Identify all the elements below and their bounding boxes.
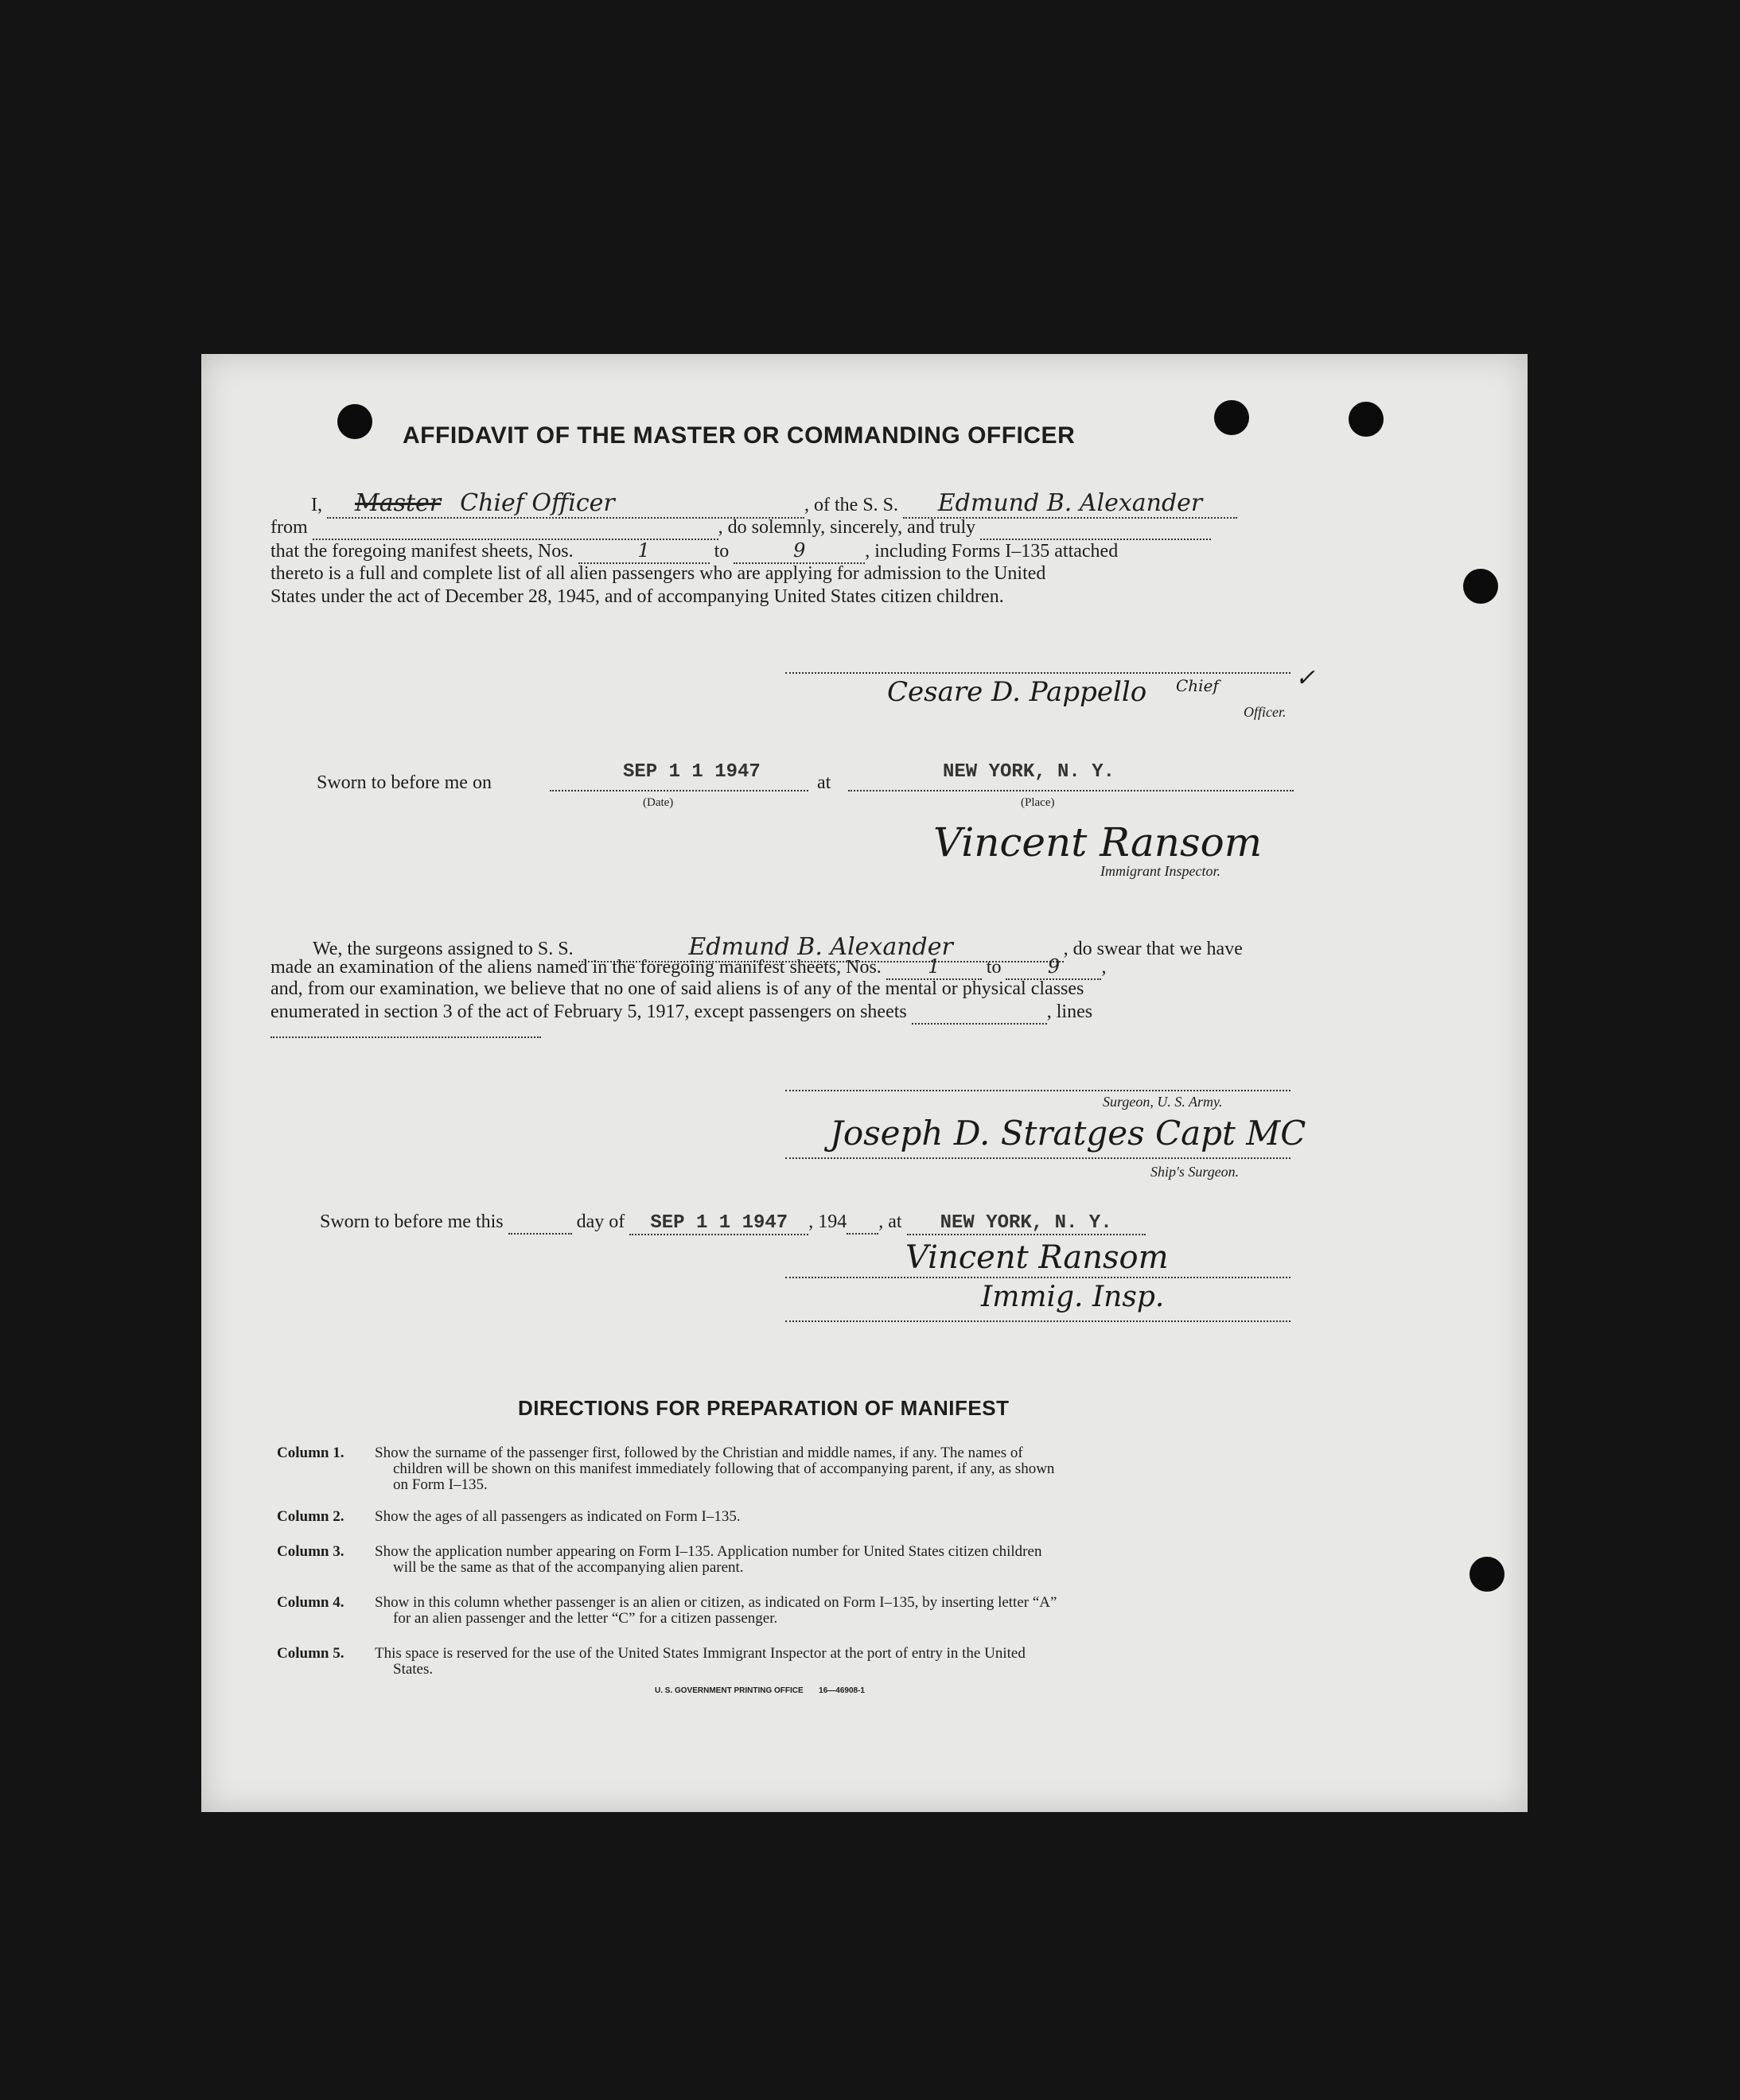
punch-hole — [1349, 402, 1384, 437]
manifest-sheets-text: that the foregoing manifest sheets, Nos. — [271, 541, 574, 562]
sworn2-date-stamp: SEP 1 1 1947 — [650, 1212, 788, 1234]
column-label: Column 2. — [277, 1508, 344, 1525]
printing-office-footer — [655, 1686, 865, 1695]
sworn2-month-field — [629, 1211, 808, 1235]
master-signature-line — [785, 672, 1290, 674]
master-line-4: thereto is a full and complete list of all alien passengers who are applying for admission to the United — [271, 563, 1046, 584]
column-label: Column 5. — [277, 1645, 344, 1662]
sworn2-place-stamp: NEW YORK, N. Y. — [940, 1212, 1112, 1234]
column-label: Column 1. — [277, 1445, 344, 1461]
check-mark-icon: ✓ — [1295, 664, 1316, 692]
surgeons-ship-value: Edmund B. Alexander — [688, 933, 953, 961]
punch-hole — [337, 404, 372, 439]
ship-name-value: Edmund B. Alexander — [937, 489, 1203, 517]
officer-title-value: Chief Officer — [460, 489, 615, 517]
sworn2-signature: Vincent Ransom — [905, 1239, 1169, 1276]
year-prefix: , 194 — [808, 1211, 847, 1232]
year-field — [847, 1211, 878, 1235]
direction-text: will be the same as that of the accompanying alien parent. — [393, 1559, 744, 1576]
struck-master-word: Master — [355, 489, 442, 517]
sheet-from-value: 1 — [637, 539, 650, 562]
master-line-3 — [271, 539, 1118, 564]
examination-text: made an examination of the aliens named in the foregoing manifest sheets, Nos. — [271, 957, 882, 978]
do-swear-text: , do swear that we have — [1063, 939, 1243, 959]
ship-surgeon-line — [785, 1157, 1290, 1159]
inspector-signature: Vincent Ransom — [933, 819, 1263, 865]
sheet-to-field — [734, 539, 865, 564]
including-forms-text: , including Forms I–135 attached — [865, 541, 1119, 562]
i-label: I, — [311, 495, 322, 515]
place-caption: (Place) — [1021, 796, 1055, 809]
affidavit-title: AFFIDAVIT OF THE MASTER OR COMMANDING OFFICER — [403, 422, 1076, 449]
punch-hole — [1469, 1557, 1504, 1592]
officer-caption: Officer. — [1244, 704, 1287, 720]
direction-text: This space is reserved for the use of the United States Immigrant Inspector at the port of entry in the United — [375, 1645, 1026, 1662]
direction-text: States. — [393, 1661, 434, 1678]
sworn2-label: Sworn to before me this — [320, 1211, 504, 1232]
direction-text: on Form I–135. — [393, 1476, 488, 1493]
chief-handwritten: Chief — [1176, 676, 1219, 695]
ship-surgeon-caption: Ship's Surgeon. — [1150, 1164, 1240, 1180]
swear-blank-field — [980, 517, 1211, 540]
sworn2-day-field — [508, 1211, 572, 1235]
master-line-1 — [311, 489, 1237, 519]
army-surgeon-line — [785, 1090, 1290, 1091]
direction-text: Show the application number appearing on Form I–135. Application number for United States citizen children — [375, 1543, 1042, 1560]
from-label: from — [271, 517, 308, 538]
at-label: at — [817, 772, 831, 793]
directions-title: DIRECTIONS FOR PREPARATION OF MANIFEST — [518, 1396, 1010, 1420]
sworn-to-label: Sworn to before me on — [317, 772, 492, 793]
exception-sheets-field — [912, 1001, 1047, 1025]
solemnly-text: , do solemnly, sincerely, and truly — [718, 517, 976, 538]
affidavit-page — [201, 354, 1528, 1812]
sworn2-title-handwritten: Immig. Insp. — [981, 1281, 1165, 1313]
sworn-date-line — [550, 790, 808, 791]
sheet-from-field — [578, 539, 710, 564]
day-of-label: day of — [576, 1211, 625, 1232]
punch-hole — [1214, 400, 1249, 435]
direction-column-2 — [277, 1509, 1303, 1525]
direction-text: Show the surname of the passenger first, followed by the Christian and middle names, if any. The names of — [375, 1445, 1023, 1461]
column-label: Column 3. — [277, 1543, 344, 1560]
sworn2-signature-line — [785, 1277, 1290, 1278]
officer-title-field — [327, 489, 804, 519]
surgeons-line-2: made an examination of the aliens named in the foregoing manifest sheets, Nos. 1 to 9 , — [271, 955, 1106, 980]
from-field — [313, 517, 718, 540]
enumerated-text: enumerated in section 3 of the act of February 5, 1917, except passengers on sheets — [271, 1001, 907, 1022]
inspector-caption: Immigrant Inspector. — [1100, 863, 1220, 879]
master-line-2 — [271, 517, 1211, 540]
master-line-5: States under the act of December 28, 1945, and of accompanying United States citizen children. — [271, 586, 1004, 607]
lines-continuation-line — [271, 1036, 541, 1038]
direction-text: Show in this column whether passenger is an alien or citizen, as indicated on Form I–135, by inserting letter “A” — [375, 1594, 1057, 1611]
direction-text: children will be shown on this manifest immediately following that of accompanying parent, if any, as shown — [393, 1460, 1055, 1477]
direction-column-5 — [277, 1646, 1303, 1678]
sworn2-at-label: , at — [878, 1211, 902, 1232]
to-label: to — [714, 541, 730, 562]
direction-text: Show the ages of all passengers as indicated on Form I–135. — [375, 1508, 741, 1525]
direction-column-4 — [277, 1595, 1303, 1627]
of-the-ss-label: , of the S. S. — [804, 495, 899, 515]
column-label: Column 4. — [277, 1594, 344, 1611]
sworn2-place-field — [907, 1211, 1146, 1235]
ship-name-field — [903, 489, 1237, 519]
surgeons-sheet-to-value: 9 — [1047, 955, 1061, 978]
army-surgeon-caption: Surgeon, U. S. Army. — [1103, 1094, 1223, 1110]
surgeons-sheet-from-value: 1 — [928, 955, 940, 978]
surgeons-line-3: and, from our examination, we believe that no one of said aliens is of any of the mental or physical classes — [271, 978, 1084, 999]
master-signature: Cesare D. Pappello — [887, 676, 1147, 708]
sworn-place-line — [848, 790, 1294, 791]
sworn2-line — [320, 1211, 1146, 1235]
printer-name: U. S. GOVERNMENT PRINTING OFFICE — [655, 1686, 804, 1695]
lines-label: , lines — [1046, 1001, 1093, 1022]
surgeons-line-4 — [271, 1001, 1092, 1025]
surgeons-assigned-text: We, the surgeons assigned to S. S. — [313, 939, 574, 959]
sworn-place-stamp: NEW YORK, N. Y. — [943, 761, 1115, 783]
date-caption: (Date) — [643, 796, 674, 809]
form-code: 16—46908-1 — [819, 1686, 865, 1695]
direction-column-1 — [277, 1445, 1303, 1493]
ship-surgeon-signature: Joseph D. Stratges Capt MC — [830, 1114, 1306, 1153]
direction-column-3 — [277, 1544, 1303, 1576]
surgeons-sheet-from-field — [886, 955, 982, 980]
surgeons-sheet-to-field — [1006, 955, 1101, 980]
sheet-to-value: 9 — [793, 539, 806, 562]
direction-text: for an alien passenger and the letter “C” for a citizen passenger. — [393, 1610, 778, 1627]
punch-hole — [1463, 569, 1498, 604]
surgeons-to-label: to — [986, 957, 1002, 978]
sworn2-title-line — [785, 1320, 1290, 1322]
sworn-date-stamp: SEP 1 1 1947 — [623, 761, 761, 783]
